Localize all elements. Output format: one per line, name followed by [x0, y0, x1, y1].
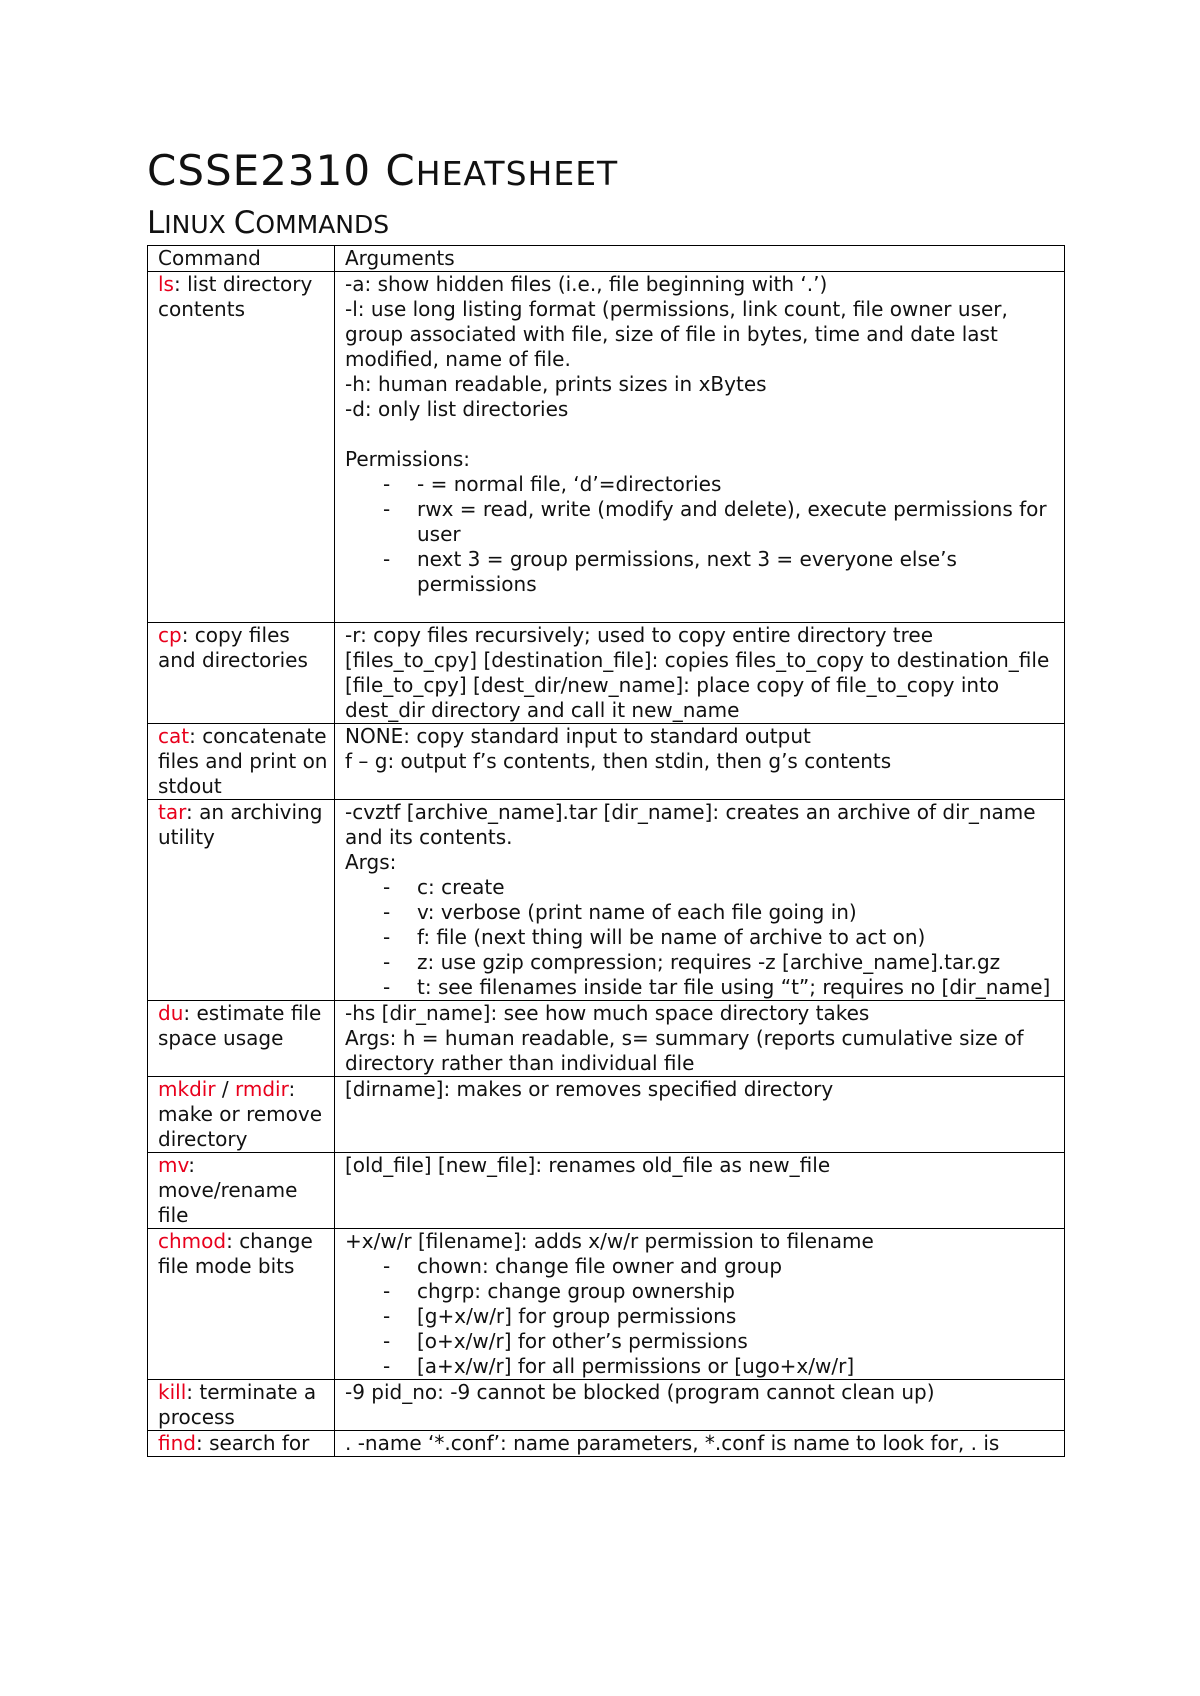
- list-item-text: - = normal file, ‘d’=directories: [417, 472, 722, 496]
- document-title: [147, 146, 1065, 195]
- list-item: [345, 900, 1060, 925]
- list-item-text: f: file (next thing will be name of archive to act on): [417, 925, 926, 949]
- command-cell: [148, 724, 335, 800]
- command-cell: [148, 1153, 335, 1229]
- command-cell: [148, 800, 335, 1001]
- arguments-cell: [335, 1077, 1065, 1153]
- list-item-text: rwx = read, write (modify and delete), execute permissions for user: [417, 497, 1047, 546]
- dash-bullet: -: [383, 875, 391, 899]
- command-name: cp: [158, 623, 182, 647]
- command-description: : terminate a process: [158, 1380, 317, 1429]
- argument-line: NONE: copy standard input to standard output: [345, 724, 811, 748]
- table-row: [148, 724, 1065, 800]
- dash-bullet: -: [383, 900, 391, 924]
- document-page: [147, 146, 1065, 1457]
- argument-line: Args:: [345, 850, 397, 874]
- commands-table: [147, 245, 1065, 1457]
- section-title-cap-l: L: [147, 205, 165, 241]
- blank-line: [345, 422, 1060, 447]
- command-cell: [148, 1001, 335, 1077]
- list-item: [345, 975, 1060, 1000]
- list-item-text: chown: change file owner and group: [417, 1254, 783, 1278]
- argument-line: f – g: output f’s contents, then stdin, then g’s contents: [345, 749, 892, 773]
- argument-line: -d: only list directories: [345, 397, 569, 421]
- table-row: [148, 1153, 1065, 1229]
- command-description: : list directory contents: [158, 272, 313, 321]
- command-cell: [148, 272, 335, 623]
- table-row: [148, 272, 1065, 623]
- command-separator: /: [215, 1077, 235, 1101]
- argument-line: -r: copy files recursively; used to copy entire directory tree: [345, 623, 934, 647]
- argument-line: -9 pid_no: -9 cannot be blocked (program cannot clean up): [345, 1380, 935, 1404]
- dash-bullet: -: [383, 925, 391, 949]
- list-item: [345, 497, 1060, 547]
- dash-bullet: -: [383, 547, 391, 571]
- command-description: : change file mode bits: [158, 1229, 313, 1278]
- command-description: : search for: [195, 1431, 310, 1455]
- argument-line: -a: show hidden files (i.e., file beginning with ‘.’): [345, 272, 828, 296]
- dash-bullet: -: [383, 1304, 391, 1328]
- command-description: : concatenate files and print on stdout: [158, 724, 328, 798]
- table-row: [148, 1431, 1065, 1457]
- command-name: cat: [158, 724, 190, 748]
- list-item: [345, 547, 1060, 597]
- header-command: Command: [148, 246, 335, 272]
- arguments-cell: [335, 1001, 1065, 1077]
- table-row: [148, 1380, 1065, 1431]
- command-name: du: [158, 1001, 184, 1025]
- list-item: [345, 1279, 1060, 1304]
- table-row: [148, 800, 1065, 1001]
- dash-bullet: -: [383, 1329, 391, 1353]
- command-description: : estimate file space usage: [158, 1001, 322, 1050]
- table-row: [148, 1077, 1065, 1153]
- list-item: [345, 950, 1060, 975]
- command-description: : an archiving utility: [158, 800, 323, 849]
- header-arguments: Arguments: [335, 246, 1065, 272]
- title-small-caps-part: HEATSHEET: [415, 154, 619, 193]
- list-item: [345, 1354, 1060, 1379]
- list-item: [345, 1254, 1060, 1279]
- command-name-secondary: rmdir: [235, 1077, 289, 1101]
- command-description: : copy files and directories: [158, 623, 308, 672]
- dash-bullet: -: [383, 1254, 391, 1278]
- command-name: kill: [158, 1380, 187, 1404]
- list-item: [345, 875, 1060, 900]
- list-item: [345, 1329, 1060, 1354]
- arguments-cell: [335, 623, 1065, 724]
- command-name: ls: [158, 272, 174, 296]
- table-row: [148, 1001, 1065, 1077]
- list-item-text: next 3 = group permissions, next 3 = everyone else’s permissions: [417, 547, 957, 596]
- dash-bullet: -: [383, 950, 391, 974]
- argument-line: -cvztf [archive_name].tar [dir_name]: creates an archive of dir_name and its contents.: [345, 800, 1036, 849]
- command-cell: [148, 1431, 335, 1457]
- list-item-text: chgrp: change group ownership: [417, 1279, 735, 1303]
- argument-line: [file_to_cpy] [dest_dir/new_name]: place copy of file_to_copy into dest_dir directory and call it new_name: [345, 673, 1000, 722]
- arguments-cell: [335, 272, 1065, 623]
- list-item: [345, 1304, 1060, 1329]
- command-description: : move/rename file: [158, 1153, 298, 1227]
- argument-line: . -name ‘*.conf’: name parameters, *.conf is name to look for, . is: [345, 1431, 1000, 1455]
- table-header-row: [148, 246, 1065, 272]
- list-item-text: c: create: [417, 875, 505, 899]
- argument-line: [dirname]: makes or removes specified directory: [345, 1077, 834, 1101]
- list-item-text: z: use gzip compression; requires -z [archive_name].tar.gz: [417, 950, 1001, 974]
- section-title-cap-c: C: [233, 205, 256, 241]
- section-title-ommands: OMMANDS: [255, 210, 390, 239]
- list-item-text: [a+x/w/r] for all permissions or [ugo+x/w/r]: [417, 1354, 855, 1378]
- list-item: [345, 472, 1060, 497]
- title-first-part: CSSE2310 C: [147, 146, 416, 195]
- dash-bullet: -: [383, 1279, 391, 1303]
- dash-bullet: -: [383, 975, 391, 999]
- argument-line: [files_to_cpy] [destination_file]: copies files_to_copy to destination_file: [345, 648, 1050, 672]
- command-cell: [148, 1077, 335, 1153]
- arguments-cell: [335, 1380, 1065, 1431]
- command-name: chmod: [158, 1229, 227, 1253]
- command-cell: [148, 623, 335, 724]
- table-row: [148, 623, 1065, 724]
- dash-bullet: -: [383, 1354, 391, 1378]
- argument-line: +x/w/r [filename]: adds x/w/r permission to filename: [345, 1229, 874, 1253]
- arguments-cell: [335, 800, 1065, 1001]
- argument-line: -l: use long listing format (permissions, link count, file owner user, group associated with file, size of file in bytes, time and date last modified, name of file.: [345, 297, 1008, 371]
- argument-subheading: Permissions:: [345, 447, 471, 471]
- section-title-inux: INUX: [164, 210, 234, 239]
- arguments-cell: [335, 1229, 1065, 1380]
- dash-bullet: -: [383, 497, 391, 521]
- arguments-cell: [335, 724, 1065, 800]
- command-name: find: [158, 1431, 196, 1455]
- list-item-text: t: see filenames inside tar file using “t”; requires no [dir_name]: [417, 975, 1051, 999]
- dash-bullet: -: [383, 472, 391, 496]
- command-description: : make or remove directory: [158, 1077, 323, 1151]
- section-title-linux-commands: [147, 205, 1065, 241]
- command-cell: [148, 1380, 335, 1431]
- argument-line: Args: h = human readable, s= summary (reports cumulative size of directory rather than individual file: [345, 1026, 1024, 1075]
- list-item: [345, 925, 1060, 950]
- argument-line: -hs [dir_name]: see how much space directory takes: [345, 1001, 870, 1025]
- arguments-cell: [335, 1431, 1065, 1457]
- list-item-text: [o+x/w/r] for other’s permissions: [417, 1329, 748, 1353]
- command-name: mkdir: [158, 1077, 216, 1101]
- command-cell: [148, 1229, 335, 1380]
- command-name: tar: [158, 800, 186, 824]
- list-item-text: [g+x/w/r] for group permissions: [417, 1304, 737, 1328]
- command-name: mv: [158, 1153, 189, 1177]
- list-item-text: v: verbose (print name of each file going in): [417, 900, 857, 924]
- arguments-cell: [335, 1153, 1065, 1229]
- table-row: [148, 1229, 1065, 1380]
- argument-line: [old_file] [new_file]: renames old_file as new_file: [345, 1153, 831, 1177]
- argument-line: -h: human readable, prints sizes in xBytes: [345, 372, 767, 396]
